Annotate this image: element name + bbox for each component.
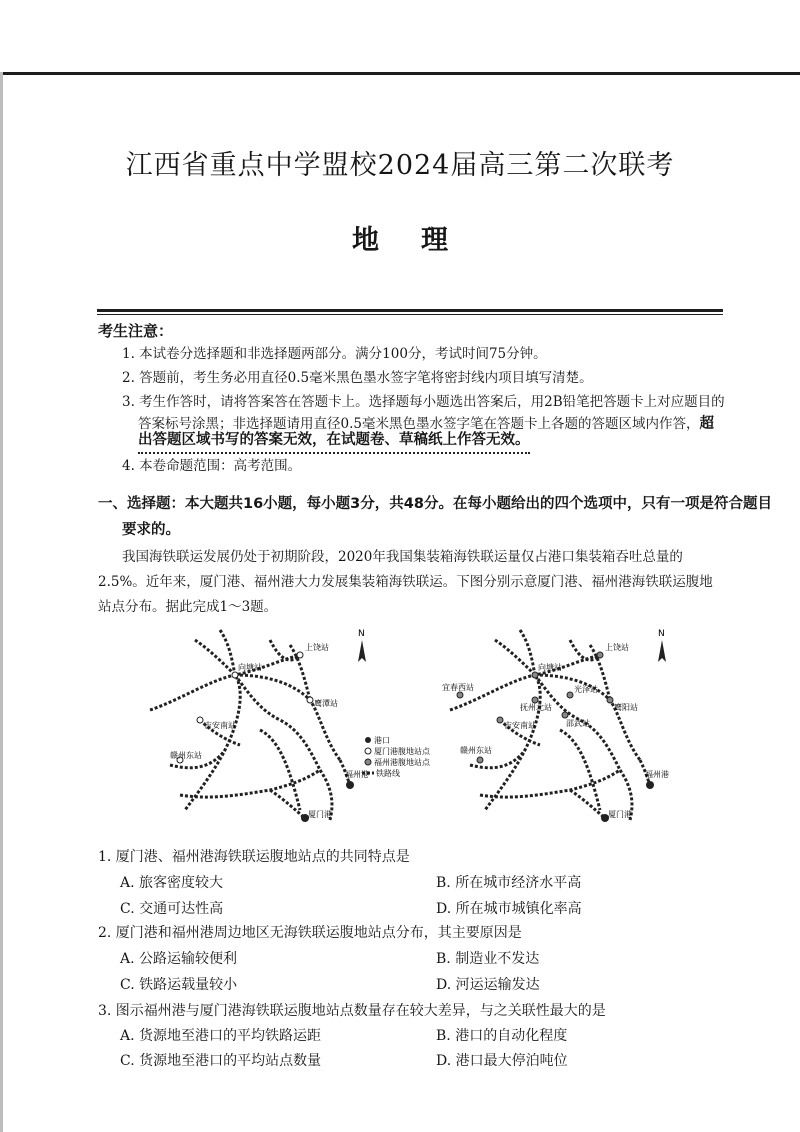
map-label: 上饶站 <box>305 643 329 652</box>
notice-item-2: 2. 答题前，考生务必用直径0.5毫米黑色墨水签字笔将密封线内项目填写清楚。 <box>122 370 593 386</box>
notice-emphasis-text: 出答题区域书写的答案无效，在试题卷、草稿纸上作答无效。 <box>138 432 530 454</box>
question-2-stem: 2. 厦门港和福州港周边地区无海铁联运腹地站点分布，其主要原因是 <box>98 925 522 941</box>
map-label: 邵武站 <box>566 719 590 728</box>
map-label: 赣州东站 <box>460 746 492 755</box>
map-label: 吉安南站 <box>504 721 536 730</box>
legend-item: 港口 <box>374 736 390 745</box>
question-2-option-d: D. 河运运输发达 <box>436 977 540 993</box>
question-2-option-b: B. 制造业不发达 <box>436 951 540 967</box>
notice-emphasis <box>138 428 530 449</box>
notice-item-1: 1. 本试卷分选择题和非选择题两部分。满分100分，考试时间75分钟。 <box>122 346 547 362</box>
north-label-left: N <box>358 629 365 639</box>
map-label: 抚州北站 <box>520 703 552 712</box>
port-marker <box>646 781 654 789</box>
station-marker <box>532 672 538 678</box>
notice-emphasis-start: 超 <box>699 416 714 432</box>
station-marker <box>232 672 238 678</box>
question-3-option-c: C. 货源地至港口的平均站点数量 <box>120 1053 322 1069</box>
scan-top-edge <box>0 72 800 75</box>
north-arrow-right-icon <box>658 640 666 662</box>
station-marker <box>197 717 203 723</box>
notice-item-3: 3. 考生作答时，请将答案答在答题卡上。选择题每小题选出答案后，用2B铅笔把答题卡上对应题目的 <box>122 394 725 410</box>
station-marker <box>477 757 483 763</box>
map-label: 厦门港 <box>308 810 332 819</box>
divider-thin <box>97 314 723 315</box>
legend-port-icon <box>365 737 371 743</box>
question-1-option-d: D. 所在城市城镇化率高 <box>436 901 582 917</box>
question-3-option-b: B. 港口的自动化程度 <box>436 1028 568 1044</box>
railway-maps-figure <box>140 620 680 840</box>
map-label: 向塘站 <box>238 663 262 672</box>
legend-item: 福州港腹地站点 <box>374 758 430 767</box>
map-label: 福州港 <box>645 770 669 779</box>
passage-line-1: 我国海铁联运发展仍处于初期阶段，2020年我国集装箱海铁联运量仅占港口集装箱吞吐总量的 <box>122 549 683 565</box>
xiamen-map <box>150 629 369 822</box>
notice-heading: 考生注意： <box>98 322 174 340</box>
station-marker <box>567 692 573 698</box>
station-marker <box>597 652 603 658</box>
map-label: 厦门港 <box>608 810 632 819</box>
notice-item-4: 4. 本卷命题范围：高考范围。 <box>122 458 302 474</box>
station-marker <box>457 692 463 698</box>
north-arrow-left-icon <box>358 640 366 662</box>
map-label: 宜春西站 <box>442 683 474 692</box>
map-label: 光泽站 <box>574 685 598 694</box>
north-arrow-right <box>658 629 666 662</box>
station-marker <box>497 717 503 723</box>
fuzhou-map <box>442 629 669 822</box>
question-1-option-c: C. 交通可达性高 <box>120 901 224 917</box>
map-label: 鹰阳站 <box>614 703 638 712</box>
question-3-option-a: A. 货源地至港口的平均铁路运距 <box>120 1028 322 1044</box>
legend-xiamen-icon <box>365 748 371 754</box>
legend-fuzhou-icon <box>365 759 371 765</box>
north-arrow-left <box>358 629 366 662</box>
question-3-stem: 3. 图示福州港与厦门港海铁联运腹地站点数量存在较大差异，与之关联性最大的是 <box>98 1003 606 1019</box>
map-label: 赣州东站 <box>170 751 202 760</box>
legend-item: 厦门港腹地站点 <box>374 747 430 756</box>
map-label: 上饶站 <box>605 643 629 652</box>
port-marker <box>346 781 354 789</box>
legend-item: 铁路线 <box>376 769 400 778</box>
section-heading-cont: 要求的。 <box>122 522 180 538</box>
station-marker <box>307 697 313 703</box>
north-label-right: N <box>658 629 665 639</box>
question-2-option-c: C. 铁路运载量较小 <box>120 977 238 993</box>
station-marker <box>297 652 303 658</box>
xiamen-map-rail-lines <box>150 630 350 820</box>
exam-title: 江西省重点中学盟校2024届高三第二次联考 <box>125 150 675 181</box>
notice-item-3-cont-text: 答案标号涂黑；非选择题请用直径0.5毫米黑色墨水签字笔在答题卡上各题的答题区域内作答， <box>138 416 700 432</box>
question-1-stem: 1. 厦门港、福州港海铁联运腹地站点的共同特点是 <box>98 849 410 865</box>
passage-line-3: 站点分布。据此完成1～3题。 <box>98 599 278 615</box>
map-label: 鹰潭站 <box>314 699 338 708</box>
section-heading: 一、选择题：本大题共16小题，每小题3分，共48分。在每小题给出的四个选项中，只有一项是符合题目 <box>98 496 772 512</box>
map-label: 福州港 <box>345 770 369 779</box>
subject-title: 地理 <box>352 225 490 256</box>
question-2-option-a: A. 公路运输较便利 <box>120 951 238 967</box>
map-label: 向塘站 <box>538 663 562 672</box>
divider-thick <box>97 309 723 312</box>
question-3-option-d: D. 港口最大停泊吨位 <box>436 1053 568 1069</box>
question-1-option-b: B. 所在城市经济水平高 <box>436 875 582 891</box>
question-1-option-a: A. 旅客密度较大 <box>120 875 224 891</box>
map-label: 吉安南站 <box>204 721 236 730</box>
station-marker <box>562 712 568 718</box>
map-legend <box>362 735 431 778</box>
passage-line-2: 2.5%。近年来，厦门港、福州港大力发展集装箱海铁联运。下图分别示意厦门港、福州港海铁联运腹地 <box>98 574 713 590</box>
station-marker <box>607 697 613 703</box>
fuzhou-map-rail-lines <box>450 630 650 820</box>
